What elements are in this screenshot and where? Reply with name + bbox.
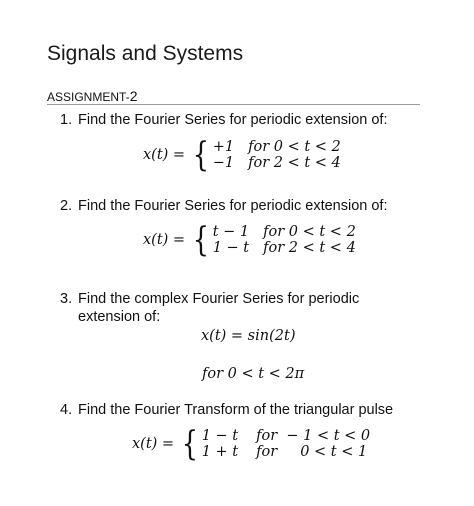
question-2-number: 2. [60,198,73,214]
question-4-case-2-cond: for 0 < t < 1 [256,444,368,460]
assignment-heading [47,88,137,104]
assignment-number: 2 [129,88,138,104]
question-4-case-1-expr: 1 − t [201,428,239,444]
question-2-case-2-expr: 1 − t [212,240,250,256]
question-2-lhs: x(t) = [143,232,186,248]
question-1-case-2-cond: for 2 < t < 4 [248,155,341,171]
question-4-prompt: Find the Fourier Transform of the triangular pulse [78,402,394,418]
question-3-prompt-line-2: extension of: [78,309,161,325]
question-4-text [60,402,393,418]
question-3-condition: for 0 < t < 2π [202,366,305,382]
question-1-equation [143,135,341,175]
question-3-prompt-line-1: Find the complex Fourier Series for periodic [78,291,360,307]
question-1-brace: { [192,135,210,175]
question-4-brace: { [181,424,199,464]
question-1-case-1-expr: +1 [212,139,235,155]
question-1-case-1-cond: for 0 < t < 2 [248,139,341,155]
question-4-case-2-expr: 1 + t [201,444,239,460]
question-2-equation [143,220,356,260]
question-4-lhs: x(t) = [132,436,175,452]
question-4-case-1-cond: for − 1 < t < 0 [256,428,371,444]
question-3-equation: x(t) = sin(2t) [201,328,296,344]
question-2-case-1-expr: t − 1 [212,224,250,240]
question-4-equation [132,424,371,464]
question-1-lhs: x(t) = [143,147,186,163]
question-4-cases [202,428,370,460]
document-title: Signals and Systems [47,42,244,65]
question-2-case-2-cond: for 2 < t < 4 [263,240,356,256]
question-1-case-2-expr: −1 [212,155,235,171]
question-2-cases [213,224,356,256]
question-1-text [60,112,387,128]
question-3-number: 3. [60,291,73,307]
heading-divider [47,104,420,105]
question-4-number: 4. [60,402,73,418]
assignment-word: ASSIGNMENT- [47,90,130,104]
question-1-cases [213,139,341,171]
question-2-brace: { [192,220,210,260]
question-2-text [60,198,387,214]
question-1-prompt: Find the Fourier Series for periodic extension of: [78,112,388,128]
question-1-number: 1. [60,112,73,128]
question-2-prompt: Find the Fourier Series for periodic extension of: [78,198,388,214]
question-3-text [60,291,359,307]
question-2-case-1-cond: for 0 < t < 2 [263,224,356,240]
